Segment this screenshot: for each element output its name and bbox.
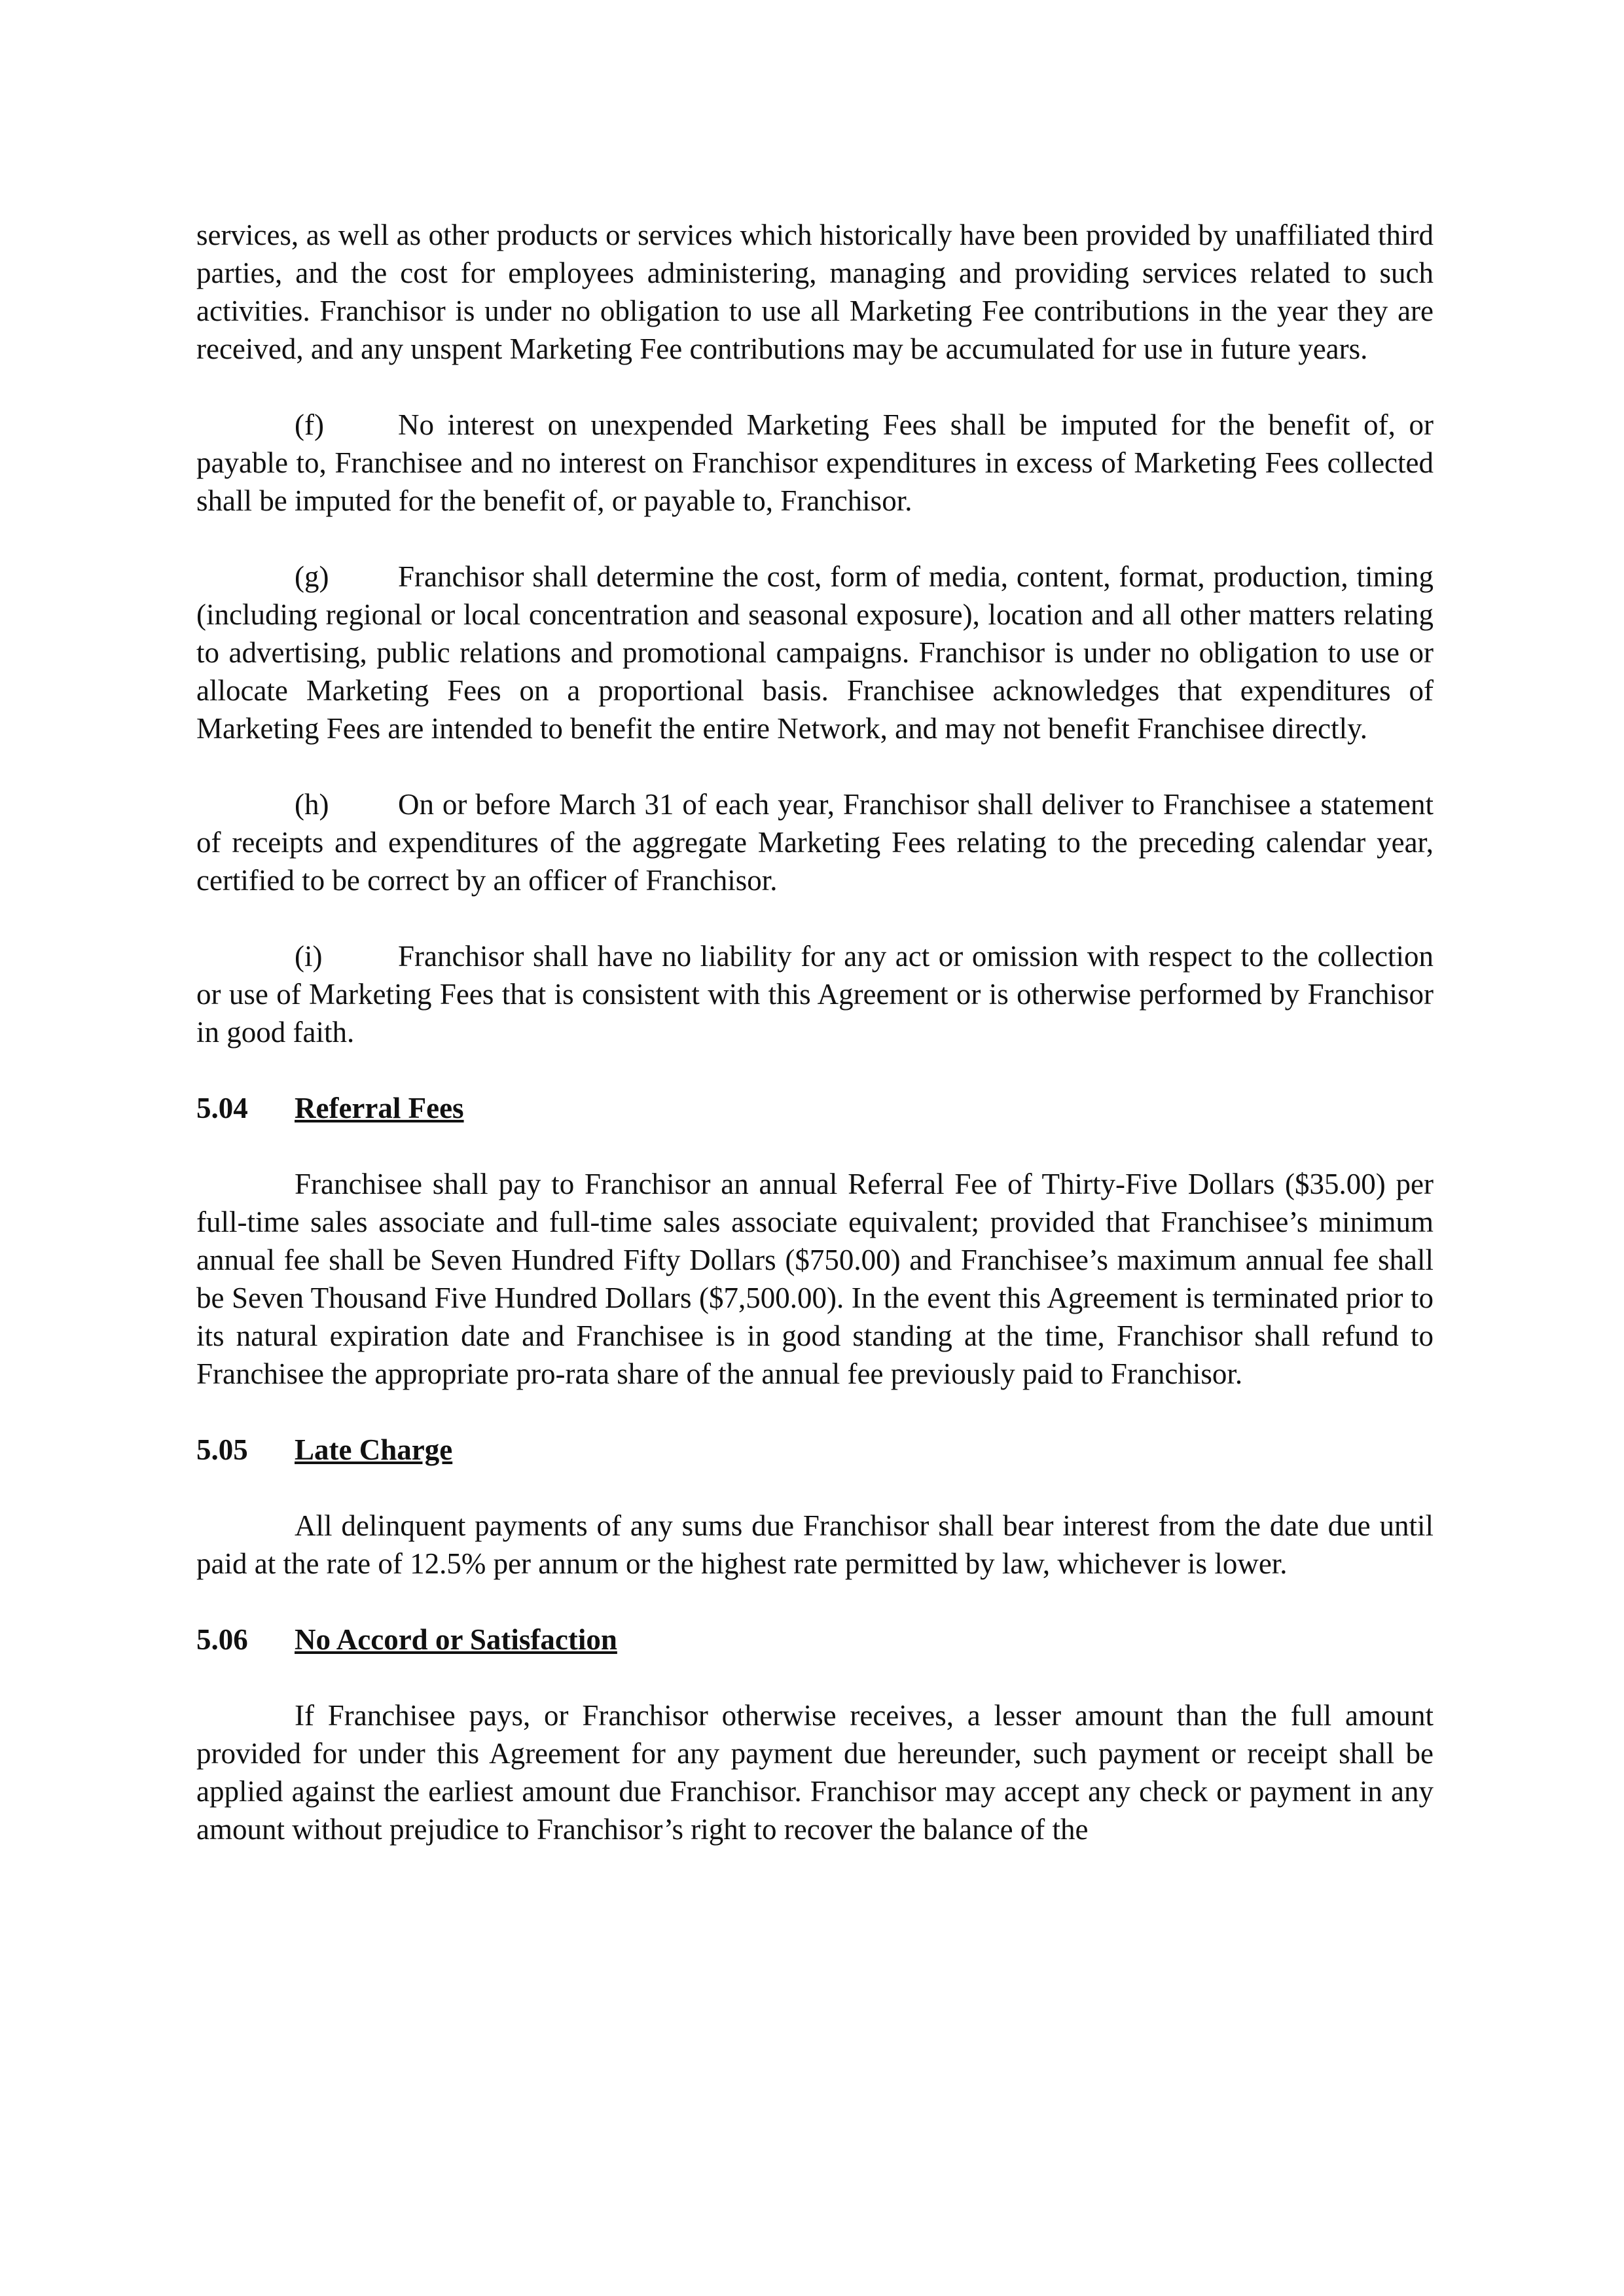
section-heading-5-06 — [196, 1621, 1434, 1659]
section-number: 5.05 — [196, 1433, 248, 1466]
subsection-marker: (g) — [295, 560, 329, 593]
section-heading-5-04 — [196, 1089, 1434, 1127]
subsection-text: Franchisor shall have no liability for any act or omission with respect to the collection or use of Marketing Fees that is consistent with this Agreement or is otherwise performed by Franchisor in good faith. — [196, 940, 1434, 1049]
section-body-5-05: All delinquent payments of any sums due Franchisor shall bear interest from the date due until paid at the rate of 12.5% per annum or the highest rate permitted by law, whichever is lower. — [196, 1509, 1434, 1580]
section-heading-5-05 — [196, 1431, 1434, 1469]
section-number: 5.04 — [196, 1092, 248, 1124]
subsection-marker: (i) — [295, 940, 323, 973]
continuation-paragraph: services, as well as other products or services which historically have been provided by unaffiliated third parties, and the cost for employees administering, managing and providing services related to such activities. Franchisor is under no obligation to use all Marketing Fee contributions in the year they are received, and any unspent Marketing Fee contributions may be accumulated for use in future years. — [196, 219, 1434, 365]
section-title: Referral Fees — [295, 1092, 464, 1124]
subsection-marker: (f) — [295, 408, 324, 441]
subsection-i — [196, 937, 1434, 1051]
subsection-h — [196, 785, 1434, 899]
section-title: Late Charge — [295, 1433, 453, 1466]
section-number: 5.06 — [196, 1623, 248, 1656]
section-body-5-06: If Franchisee pays, or Franchisor otherwise receives, a lesser amount than the full amount provided for under this Agreement for any payment due hereunder, such payment or receipt shall be applied against the earliest amount due Franchisor. Franchisor may accept any check or payment in any amount without prejudice to Franchisor’s right to recover the balance of the — [196, 1699, 1434, 1846]
subsection-f — [196, 406, 1434, 520]
subsection-text: No interest on unexpended Marketing Fees shall be imputed for the benefit of, or payable to, Franchisee and no interest on Franchisor expenditures in excess of Marketing Fees collected shall be imputed for the benefit of, or payable to, Franchisor. — [196, 408, 1434, 517]
subsection-text: Franchisor shall determine the cost, form of media, content, format, production, timing (including regional or local concentration and seasonal exposure), location and all other matters relating to advertising, public relations and promotional campaigns. Franchisor is under no obligation to use or allocate Marketing Fees on a proportional basis. Franchisee acknowledges that expenditures of Marketing Fees are intended to benefit the entire Network, and may not benefit Franchisee directly. — [196, 560, 1434, 745]
subsection-text: On or before March 31 of each year, Franchisor shall deliver to Franchisee a statement of receipts and expenditures of the aggregate Marketing Fees relating to the preceding calendar year, certified to be correct by an officer of Franchisor. — [196, 788, 1434, 897]
subsection-marker: (h) — [295, 788, 329, 821]
section-title: No Accord or Satisfaction — [295, 1623, 617, 1656]
subsection-g — [196, 558, 1434, 747]
document-body — [196, 216, 1434, 1848]
section-body-5-04: Franchisee shall pay to Franchisor an annual Referral Fee of Thirty-Five Dollars ($35.00) per full-time sales associate and full-time sales associate equivalent; provided that Franchisee’s minimum annual fee shall be Seven Hundred Fifty Dollars ($750.00) and Franchisee’s maximum annual fee shall be Seven Thousand Five Hundred Dollars ($7,500.00). In the event this Agreement is terminated prior to its natural expiration date and Franchisee is in good standing at the time, Franchisor shall refund to Franchisee the appropriate pro-rata share of the annual fee previously paid to Franchisor. — [196, 1168, 1434, 1390]
